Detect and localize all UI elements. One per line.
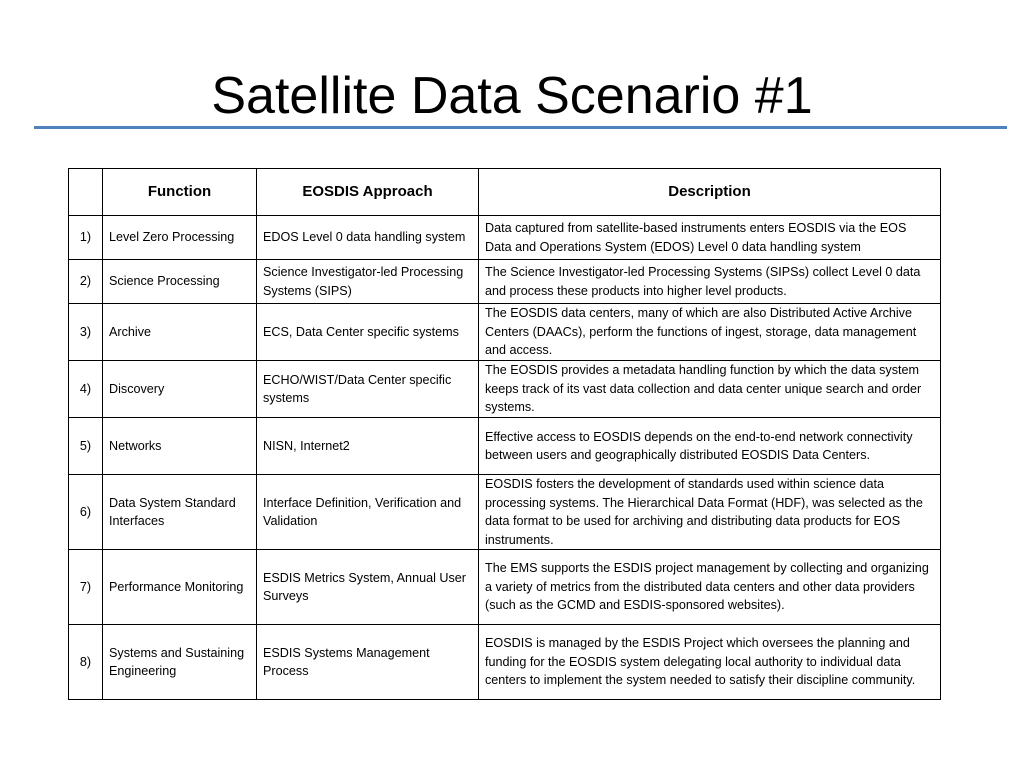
row-approach: Interface Definition, Verification and Validation xyxy=(257,475,479,550)
table-row xyxy=(69,475,941,550)
table-row xyxy=(69,625,941,700)
table-row xyxy=(69,418,941,475)
table-row xyxy=(69,361,941,418)
row-approach: NISN, Internet2 xyxy=(257,418,479,475)
header-description: Description xyxy=(479,169,941,216)
row-number: 8) xyxy=(69,625,103,700)
row-number: 3) xyxy=(69,304,103,361)
row-description: The EMS supports the ESDIS project management by collecting and organizing a variety of metrics from the distributed data centers and other data providers (such as the GCMD and ESDIS-sponsored websites). xyxy=(479,550,941,625)
table-row xyxy=(69,216,941,260)
row-description: EOSDIS is managed by the ESDIS Project which oversees the planning and funding for the EOSDIS system delegating local authority to individual data centers to implement the system needed to satisfy their discipline community. xyxy=(479,625,941,700)
table-header-row xyxy=(69,169,941,216)
row-number: 7) xyxy=(69,550,103,625)
row-approach: ESDIS Metrics System, Annual User Surveys xyxy=(257,550,479,625)
header-function: Function xyxy=(103,169,257,216)
row-number: 6) xyxy=(69,475,103,550)
row-description: The Science Investigator-led Processing Systems (SIPSs) collect Level 0 data and process these products into higher level products. xyxy=(479,260,941,304)
row-approach: ECHO/WIST/Data Center specific systems xyxy=(257,361,479,418)
row-approach: EDOS Level 0 data handling system xyxy=(257,216,479,260)
header-approach: EOSDIS Approach xyxy=(257,169,479,216)
row-description: Data captured from satellite-based instruments enters EOSDIS via the EOS Data and Operations System (EDOS) Level 0 data handling system xyxy=(479,216,941,260)
row-approach: Science Investigator-led Processing Systems (SIPS) xyxy=(257,260,479,304)
row-approach: ESDIS Systems Management Process xyxy=(257,625,479,700)
table-row xyxy=(69,304,941,361)
header-number xyxy=(69,169,103,216)
row-number: 2) xyxy=(69,260,103,304)
row-function: Level Zero Processing xyxy=(103,216,257,260)
row-function: Systems and Sustaining Engineering xyxy=(103,625,257,700)
row-function: Science Processing xyxy=(103,260,257,304)
row-number: 4) xyxy=(69,361,103,418)
scenario-table xyxy=(68,168,941,700)
row-number: 5) xyxy=(69,418,103,475)
table-row xyxy=(69,260,941,304)
row-description: The EOSDIS data centers, many of which are also Distributed Active Archive Centers (DAACs), perform the functions of ingest, storage, data management and access. xyxy=(479,304,941,361)
table-row xyxy=(69,550,941,625)
row-function: Performance Monitoring xyxy=(103,550,257,625)
slide-title: Satellite Data Scenario #1 xyxy=(211,67,813,125)
row-description: The EOSDIS provides a metadata handling function by which the data system keeps track of its vast data collection and data center unique search and order systems. xyxy=(479,361,941,418)
row-description: EOSDIS fosters the development of standards used within science data processing systems. The Hierarchical Data Format (HDF), was selected as the data format to be used for archiving and distributing data products for EOS instruments. xyxy=(479,475,941,550)
row-approach: ECS, Data Center specific systems xyxy=(257,304,479,361)
row-function: Data System Standard Interfaces xyxy=(103,475,257,550)
row-number: 1) xyxy=(69,216,103,260)
row-function: Networks xyxy=(103,418,257,475)
row-function: Discovery xyxy=(103,361,257,418)
row-description: Effective access to EOSDIS depends on the end-to-end network connectivity between users and geographically distributed EOSDIS Data Centers. xyxy=(479,418,941,475)
row-function: Archive xyxy=(103,304,257,361)
title-divider xyxy=(34,126,1007,129)
